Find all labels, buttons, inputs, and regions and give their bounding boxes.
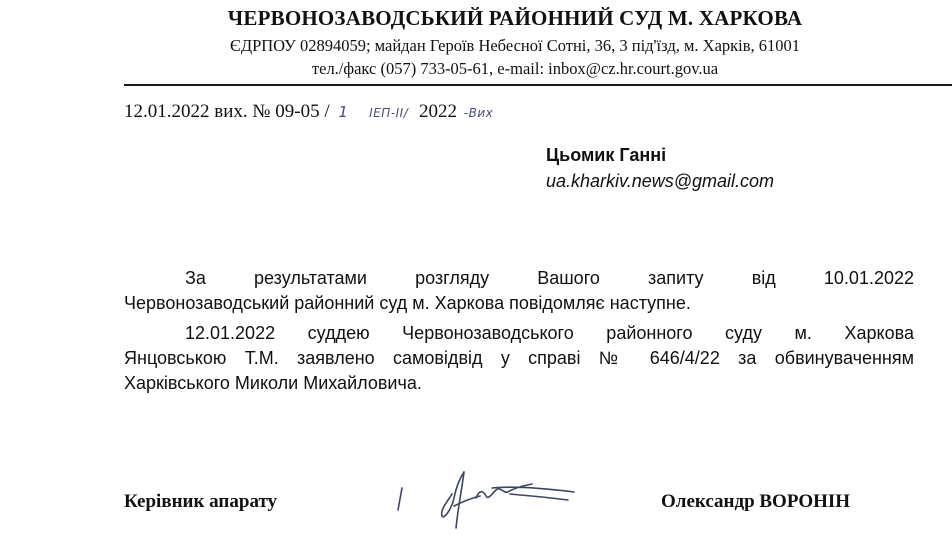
court-registration-address: ЄДРПОУ 02894059; майдан Героїв Небесної Сотні, 36, 3 під'їзд, м. Харків, 61001 (229, 36, 801, 55)
handwritten-number: 1 (338, 103, 349, 121)
paragraph-2 (124, 321, 914, 396)
paragraph-2-line-3: Харківського Миколи Михайловича. (124, 373, 422, 393)
paragraph-1-line-2: Червонозаводський районний суд м. Харкова повідомляє наступне. (124, 293, 691, 313)
signatory-title: Керівник апарату (124, 491, 278, 512)
outgoing-printed-year: 2022 (419, 101, 458, 122)
paragraph-1-line-1: За результатами розгляду Вашого запиту від 10.01.2022 (185, 268, 914, 288)
paragraph-2-line-2: Янцовською Т.М. заявлено самовідвід у справі № 646/4/22 за обвинуваченням (124, 348, 914, 368)
court-name: ЧЕРВОНОЗАВОДСЬКИЙ РАЙОННИЙ СУД М. ХАРКОВА (227, 6, 803, 30)
header-divider (124, 84, 952, 86)
court-contacts: тел./факс (057) 733-05-61, e-mail: inbox@cz.hr.court.gov.ua (311, 59, 719, 78)
handwritten-code: ІЕП-ІІ/ (369, 106, 409, 120)
outgoing-printed-prefix: 12.01.2022 вих. № 09-05 / (124, 101, 330, 122)
handwritten-suffix: -Вих (463, 106, 494, 120)
paragraph-2-line-1: 12.01.2022 суддею Червонозаводського районного суду м. Харкова (185, 323, 914, 343)
signatory-name: Олександр ВОРОНІН (661, 491, 851, 512)
outgoing-number (124, 101, 493, 123)
handwritten-signature (392, 458, 592, 535)
recipient-email[interactable]: ua.kharkiv.news@gmail.com (546, 171, 775, 191)
paragraph-1 (124, 266, 914, 316)
recipient-name: Цьомик Ганні (546, 145, 667, 165)
